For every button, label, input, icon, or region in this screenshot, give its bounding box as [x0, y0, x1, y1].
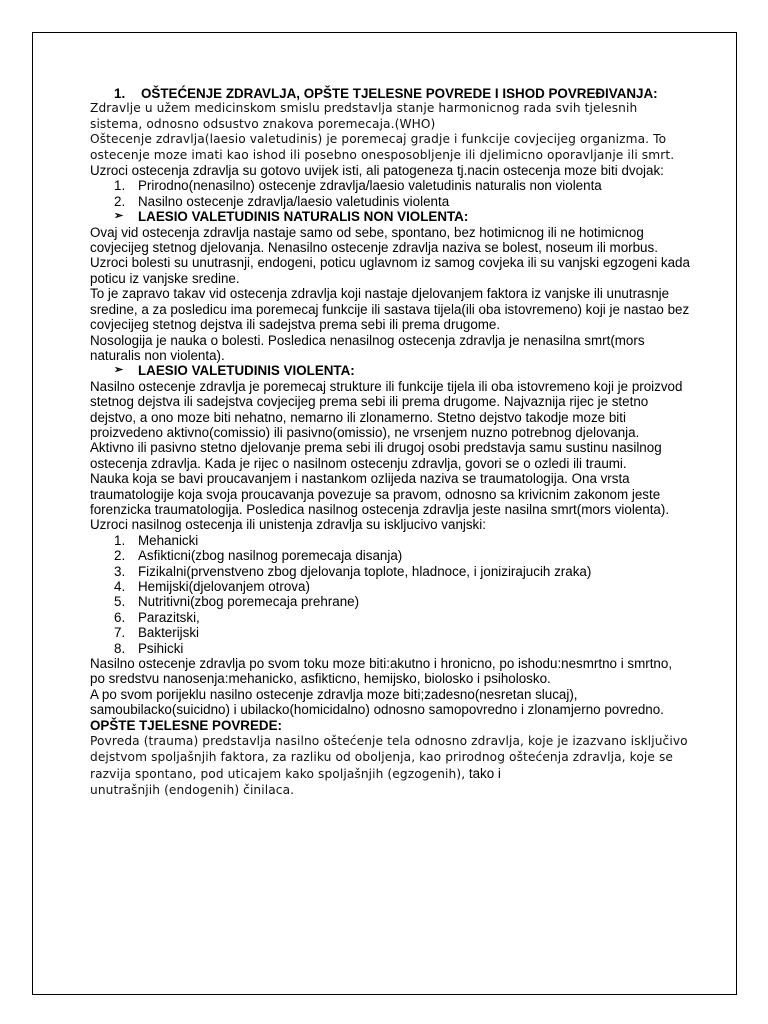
arrow-bullet-icon: ➢ — [114, 210, 124, 223]
section-heading-3 — [90, 363, 690, 378]
list-item: 8. Psihicki — [114, 640, 184, 656]
paragraph: Aktivno ili pasivno stetno djelovanje prema sebi ili drugoj osobi predstavja samu sustinu nasilnog ostecenja zdravlja. Kada je rijec o nasilnom ostecenju zdravlja, govori se o ozledi ili traumi. — [90, 440, 662, 471]
section-heading-2 — [90, 209, 690, 224]
paragraph: Ovaj vid ostecenja zdravlja nastaje samo od sebe, spontano, bez hotimicnog ili ne hotimicnog covjecijeg stetnog djelovanja. Nenasilno ostecenje zdravlja naziva se bolest, noseum ili morbus. Uzroci bolesti su unutrasnji, endogeni, poticu uglavnom iz samog covjeka ili su vanjski egzogeni kada poticu iz vanjske sredine. — [90, 224, 690, 286]
arrow-bullet-icon: ➢ — [114, 364, 124, 377]
document-body — [90, 86, 690, 799]
paragraph: Nasilno ostecenje zdravlja je poremecaj strukture ili funkcije tijela ili oba istovremeno koji je proizvod stetnog dejstva ili sadejstva covjecijeg prema sebi ili prema drugome. Najvaznija rijec je stetno dejstvo, a ono moze biti nehatno, nemarno ili zlonamerno. Stetno dejstvo takodje moze biti proizvedeno aktivno(comissio) ili pasivno(omissio), ne vrsenjem nuzno potrebnog djelovanja. — [90, 378, 683, 440]
list-item: 1. Prirodno(nenasilno) ostecenje zdravlja/laesio valetudinis naturalis non violenta — [114, 178, 602, 194]
list-item: 1. Mehanicki — [114, 532, 199, 548]
paragraph: Nosologija je nauka o bolesti. Posledica nenasilnog ostecenja zdravlja je nenasilna smrt(mors naturalis non violenta). — [90, 332, 645, 363]
heading-text: LAESIO VALETUDINIS VIOLENTA: — [138, 363, 355, 379]
paragraph: To je zapravo takav vid ostecenja zdravlja koji nastaje djelovanjem faktora iz vanjske ili unutrasnje sredine, a za posledicu ima poremecaj funkcije ili sastava tijela(ili oba istovremeno) koji je nastao bez covjecijeg stetnog dejstva ili sadejstva prema sebi ili prema drugome. — [90, 286, 690, 333]
list-item: 6. Parazitski, — [114, 609, 200, 625]
list-item: 2. Asfikticni(zbog nasilnog poremecaja disanja) — [114, 548, 403, 564]
list-item: 5. Nutritivni(zbog poremecaja prehrane) — [114, 594, 360, 610]
heading-number: 1. — [114, 86, 126, 101]
paragraph: Uzroci nasilnog ostecenja ili unistenja zdravlja su iskljucivo vanjski: — [90, 517, 486, 533]
section-heading-1 — [90, 86, 690, 101]
paragraph: Oštecenje zdravlja(laesio valetudinis) je poremecaj gradje i funkcije covjecijeg organizma. To ostecenje moze imati kao ishod ili posebno onesposobljenje ili djelimicno oporavljanje ili smrt. — [90, 132, 675, 162]
heading-text: OŠTEĆENJE ZDRAVLJA, OPŠTE TJELESNE POVREDE I ISHOD POVREĐIVANJA: — [141, 86, 658, 101]
list-item: 2. Nasilno ostecenje zdravlja/laesio valetudinis violenta — [114, 193, 450, 209]
paragraph: A po svom porijeklu nasilno ostecenje zdravlja moze biti;zadesno(nesretan slucaj), samoubilacko(suicidno) i ubilacko(homicidalno) odnosno samopovredno i zlonamjerno povredno. — [90, 686, 664, 718]
paragraph: Nauka koja se bavi proucavanjem i nastankom ozlijeda naziva se traumatologija. Ona vrsta traumatologije koja svoja proucavanja povezuje sa pravom, odnosno sa krivicnim zakonom jeste forenzicka traumatologija. Posledica nasilnog ostecenja zdravlja jeste nasilna smrt(mors violenta). — [90, 471, 670, 517]
paragraph: Nasilno ostecenje zdravlja po svom toku moze biti:akutno i hronicno, po ishodu:nesmrtno i smrtno, po sredstvu nanosenja:mehanicko, asfikticno, hemijsko, biolosko i psiholosko. — [90, 656, 673, 687]
list-item: 4. Hemijski(djelovanjem otrova) — [114, 579, 310, 594]
numbered-list — [90, 178, 690, 209]
paragraph: Zdravlje u užem medicinskom smislu predstavlja stanje harmonicnog rada svih tjelesnih sistema, odnosno odsustvo znakova poremecaja.(WHO) — [90, 101, 638, 131]
paragraph: Uzroci ostecenja zdravlja su gotovo uvijek isti, ali patogeneza tj.nacin ostecenja moze biti dvojak: — [90, 163, 664, 179]
heading-text: LAESIO VALETUDINIS NATURALIS NON VIOLENTA: — [138, 209, 469, 225]
section-heading-4: OPŠTE TJELESNE POVREDE: — [90, 717, 282, 733]
numbered-list — [90, 533, 690, 656]
paragraph: Povreda (trauma) predstavlja nasilno oštećenje tela odnosno zdravlja, koje je izazvano isključivo dejstvom spoljašnjih faktora, za razliku od oboljenja, kao prirodnog oštećenja zdravlja, koje se razvija spontano, pod uticajem kako spoljašnjih (egzogenih), tako i unutrašnjih (endogenih) činilaca. — [90, 734, 688, 798]
list-item: 3. Fizikalni(prvenstveno zbog djelovanja toplote, hladnoce, i jonizirajucih zraka) — [114, 563, 592, 579]
list-item: 7. Bakterijski — [114, 625, 200, 641]
